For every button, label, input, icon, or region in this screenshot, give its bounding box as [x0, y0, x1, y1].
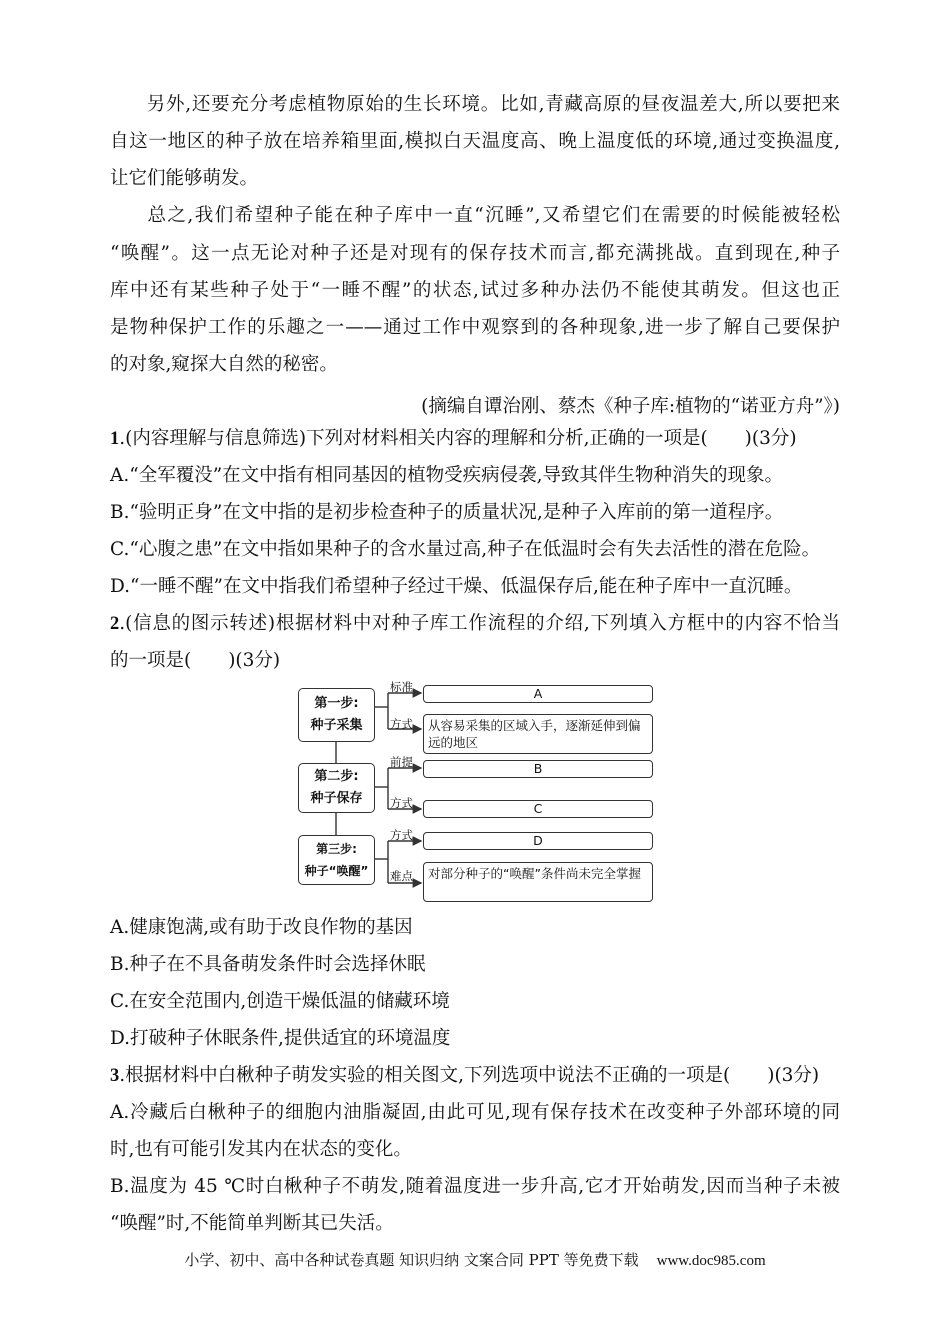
question-3-stem: 3.根据材料中白楸种子萌发实验的相关图文,下列选项中说法不正确的一项是( )(3分): [110, 1065, 820, 1086]
question-3-option-a-line-2: 时,也有可能引发其内在状态的变化。: [110, 1139, 412, 1160]
paragraph-1-line-3: 让它们能够萌发。: [110, 168, 259, 189]
question-2-number: 2: [110, 614, 120, 634]
diagram-step-1: [298, 688, 375, 742]
paragraph-1-line-2: 自这一地区的种子放在培养箱里面,模拟白天温度高、晚上温度低的环境,通过变换温度,: [110, 131, 840, 152]
question-2-stem-line-1: 2.(信息的图示转述)根据材料中对种子库工作流程的介绍,下列填入方框中的内容不恰当: [110, 613, 840, 634]
question-3-option-b-line-2: “唤醒”时,不能简单判断其已失活。: [110, 1213, 394, 1234]
source-citation: (摘编自谭治刚、蔡杰《种子库:植物的“诺亚方舟”》): [421, 396, 840, 417]
paragraph-2-line-1: 总之,我们希望种子能在种子库中一直“沉睡”,又希望它们在需要的时候能被轻松: [146, 205, 840, 226]
question-2-option-d: D.打破种子休眠条件,提供适宜的环境温度: [110, 1028, 451, 1049]
question-2-stem-line-2: 的一项是( )(3分): [110, 650, 281, 671]
question-3-option-b-line-1: B.温度为 45 ℃时白楸种子不萌发,随着温度进一步升高,它才开始萌发,因而当种子未被: [110, 1176, 840, 1197]
question-1-option-b: B.“验明正身”在文中指的是初步检查种子的质量状况,是种子入库前的第一道程序。: [110, 502, 784, 523]
question-1-stem: 1.(内容理解与信息筛选)下列对材料相关内容的理解和分析,正确的一项是( )(3分): [110, 428, 797, 449]
question-1-number: 1: [110, 429, 120, 449]
tag-difficulty: 难点: [390, 869, 413, 883]
question-2-option-a: A.健康饱满,或有助于改良作物的基因: [110, 917, 413, 938]
question-3-number: 3: [110, 1066, 120, 1086]
tag-premise: 前提: [390, 755, 413, 769]
box-awakening-difficulty: 对部分种子的“唤醒”条件尚未完全掌握: [423, 862, 653, 902]
box-b: B: [423, 760, 653, 778]
tag-method-1: 方式: [390, 717, 413, 731]
seed-bank-flow-diagram: [295, 679, 660, 891]
box-d: D: [423, 832, 653, 850]
step-2-title: 第二步:: [314, 769, 359, 784]
step-3-name: 种子“唤醒”: [304, 864, 369, 878]
tag-standard: 标准: [390, 680, 413, 694]
box-a: A: [423, 685, 653, 703]
paragraph-2-line-2: “唤醒”。这一点无论对种子还是对现有的保存技术而言,都充满挑战。直到现在,种子: [110, 243, 840, 264]
diagram-step-3: [298, 835, 375, 885]
question-3-option-a-line-1: A.冷藏后白楸种子的细胞内油脂凝固,由此可见,现有保存技术在改变种子外部环境的同: [110, 1102, 840, 1123]
paragraph-2-line-3: 库中还有某些种子处于“一睡不醒”的状态,试过多种办法仍不能使其萌发。但这也正: [110, 280, 840, 301]
paragraph-1-line-1: 另外,还要充分考虑植物原始的生长环境。比如,青藏高原的昼夜温差大,所以要把来: [146, 94, 840, 115]
step-2-name: 种子保存: [310, 791, 363, 806]
step-3-title: 第三步:: [316, 842, 357, 856]
paragraph-2-line-4: 是物种保护工作的乐趣之一——通过工作中观察到的各种现象,进一步了解自己要保护: [110, 317, 840, 338]
question-2-option-c: C.在安全范围内,创造干燥低温的储藏环境: [110, 991, 450, 1012]
step-1-title: 第一步:: [314, 696, 359, 711]
footer-text: 小学、初中、高中各种试卷真题 知识归纳 文案合同 PPT 等免费下载: [184, 1251, 639, 1269]
question-2-option-b: B.种子在不具备萌发条件时会选择休眠: [110, 954, 426, 975]
tag-method-3: 方式: [390, 828, 413, 842]
diagram-step-2: [298, 763, 375, 813]
step-1-name: 种子采集: [310, 718, 363, 733]
box-collection-method: 从容易采集的区域入手，逐渐延伸到偏远的地区: [423, 714, 653, 754]
paragraph-2-line-5: 的对象,窥探大自然的秘密。: [110, 354, 338, 375]
footer-url[interactable]: www.doc985.com: [656, 1253, 766, 1269]
question-1-option-d: D.“一睡不醒”在文中指我们希望种子经过干燥、低温保存后,能在种子库中一直沉睡。: [110, 576, 803, 597]
tag-method-2: 方式: [390, 796, 413, 810]
box-c: C: [423, 800, 653, 818]
question-1-option-c: C.“心腹之患”在文中指如果种子的含水量过高,种子在低温时会有失去活性的潜在危险。: [110, 539, 821, 560]
page-footer: [0, 1249, 950, 1270]
question-1-option-a: A.“全军覆没”在文中指有相同基因的植物受疾病侵袭,导致其伴生物种消失的现象。: [110, 465, 784, 486]
